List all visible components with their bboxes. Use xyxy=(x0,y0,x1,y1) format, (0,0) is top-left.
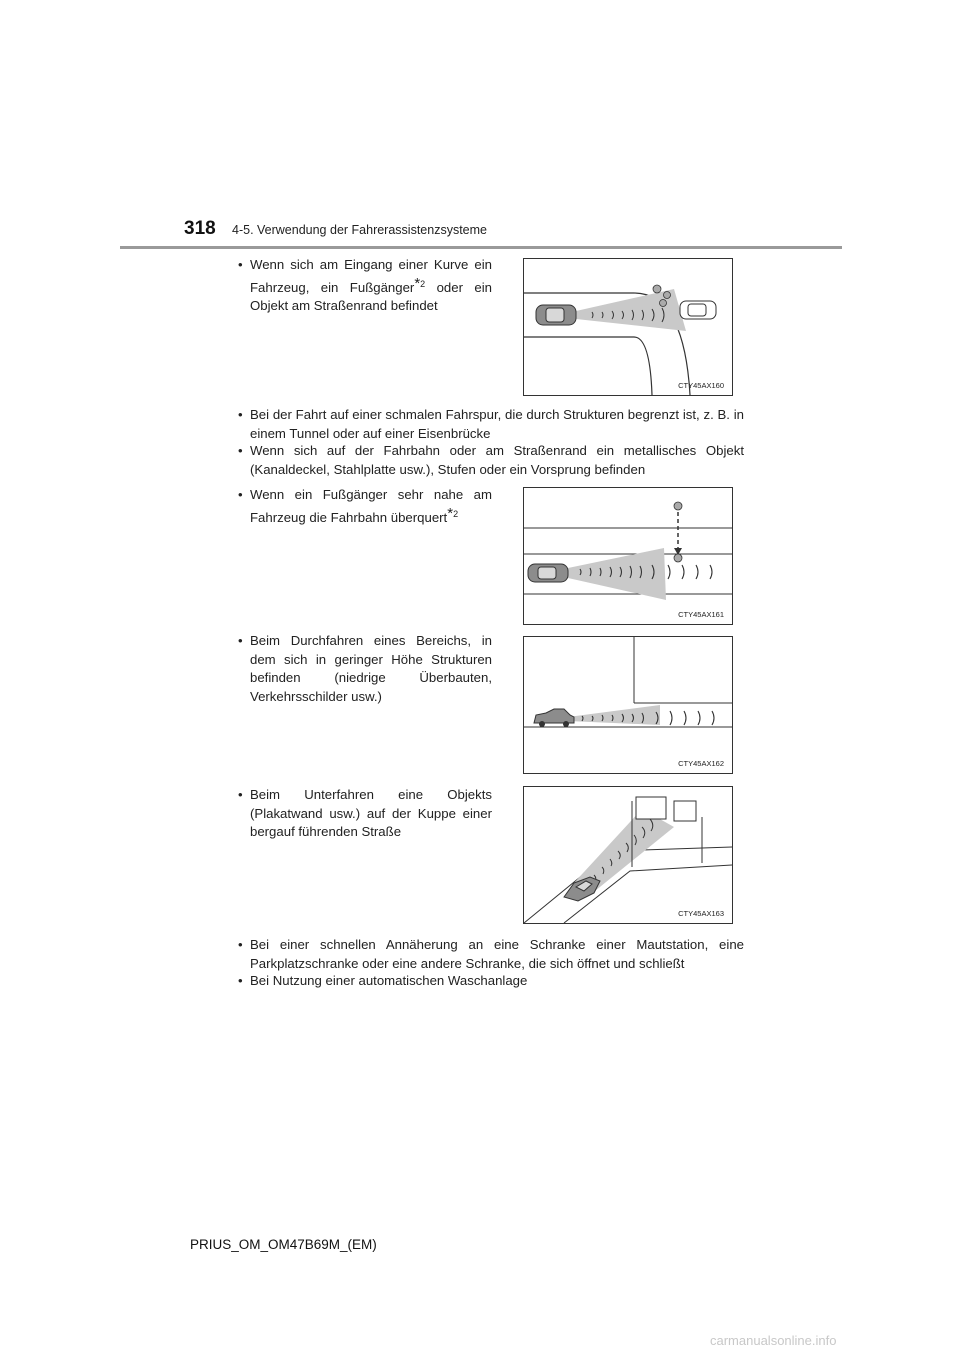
oncoming-car xyxy=(680,301,716,319)
ego-car xyxy=(564,877,600,901)
bullet-symbol: • xyxy=(238,443,243,458)
bullet-text: Bei einer schnellen Annäherung an eine Schranke einer Mautstation, eine Parkplatzschranke oder eine andere Schranke, die sich öffnet und schließt xyxy=(250,937,744,971)
figure-code: CTY45AX161 xyxy=(678,610,724,619)
bullet-narrow-lane xyxy=(238,406,744,443)
bullet-curve xyxy=(238,256,492,316)
figure-pedestrian-drawing xyxy=(524,488,732,624)
figure-low-structure-drawing xyxy=(524,637,732,773)
figure-code: CTY45AX163 xyxy=(678,909,724,918)
bullet-text: Wenn sich auf der Fahrbahn oder am Straßenrand ein metallisches Objekt (Kanaldeckel, Stahlplatte usw.), Stufen oder ein Vorsprung befinden xyxy=(250,443,744,477)
bullet-symbol: • xyxy=(238,633,243,648)
bullet-symbol: • xyxy=(238,973,243,988)
bullet-symbol: • xyxy=(238,407,243,422)
figure-billboard-drawing xyxy=(524,787,732,923)
bullet-text: Bei Nutzung einer automatischen Waschanlage xyxy=(250,973,528,988)
bullet-symbol: • xyxy=(238,257,243,272)
bullet-pedestrian xyxy=(238,486,492,527)
bullet-text: Bei der Fahrt auf einer schmalen Fahrspur, die durch Strukturen begrenzt ist, z. B. in einem Tunnel oder auf einer Eisenbrücke xyxy=(250,407,744,441)
section-title: 4-5. Verwendung der Fahrerassistenzsysteme xyxy=(232,223,487,237)
bullet-barrier xyxy=(238,936,744,973)
bullet-car-wash xyxy=(238,972,744,991)
footnote-star: * xyxy=(447,504,454,522)
ego-car-side xyxy=(534,709,574,727)
footnote-star: * xyxy=(414,274,421,292)
bullet-metal-object xyxy=(238,442,744,479)
figure-code: CTY45AX162 xyxy=(678,759,724,768)
figure-pedestrian xyxy=(523,487,733,625)
bullet-text: Wenn ein Fußgänger sehr nahe am Fahrzeug die Fahrbahn überquert*$^2$ xyxy=(250,487,492,525)
page-number: 318 xyxy=(184,218,216,239)
watermark: carmanualsonline.info xyxy=(710,1333,837,1348)
bullet-text: Beim Durchfahren eines Bereichs, in dem sich in geringer Höhe Strukturen befinden (niedrige Überbauten, Verkehrsschilder usw.) xyxy=(250,633,492,704)
figure-code: CTY45AX160 xyxy=(678,381,724,390)
bullet-text: Beim Unterfahren eine Objekts (Plakatwand usw.) auf der Kuppe einer bergauf führenden Straße xyxy=(250,787,492,839)
figure-billboard xyxy=(523,786,733,924)
figure-low-structure xyxy=(523,636,733,774)
document-id: PRIUS_OM_OM47B69M_(EM) xyxy=(190,1237,377,1252)
bullet-symbol: • xyxy=(238,487,243,502)
ego-car xyxy=(536,305,576,325)
footnote-ref: 2 xyxy=(453,508,459,519)
footnote-ref: 2 xyxy=(420,278,426,289)
bullet-symbol: • xyxy=(238,937,243,952)
figure-curve-drawing xyxy=(524,259,732,395)
header-divider xyxy=(120,246,842,249)
bullet-symbol: • xyxy=(238,787,243,802)
ego-car xyxy=(528,564,568,582)
bullet-text: Wenn sich am Eingang einer Kurve ein Fahrzeug, ein Fußgänger*$^2$ oder ein Objekt am Straßenrand befindet xyxy=(250,257,492,313)
figure-curve xyxy=(523,258,733,396)
bullet-hill xyxy=(238,786,492,842)
bullet-low-structures xyxy=(238,632,492,706)
